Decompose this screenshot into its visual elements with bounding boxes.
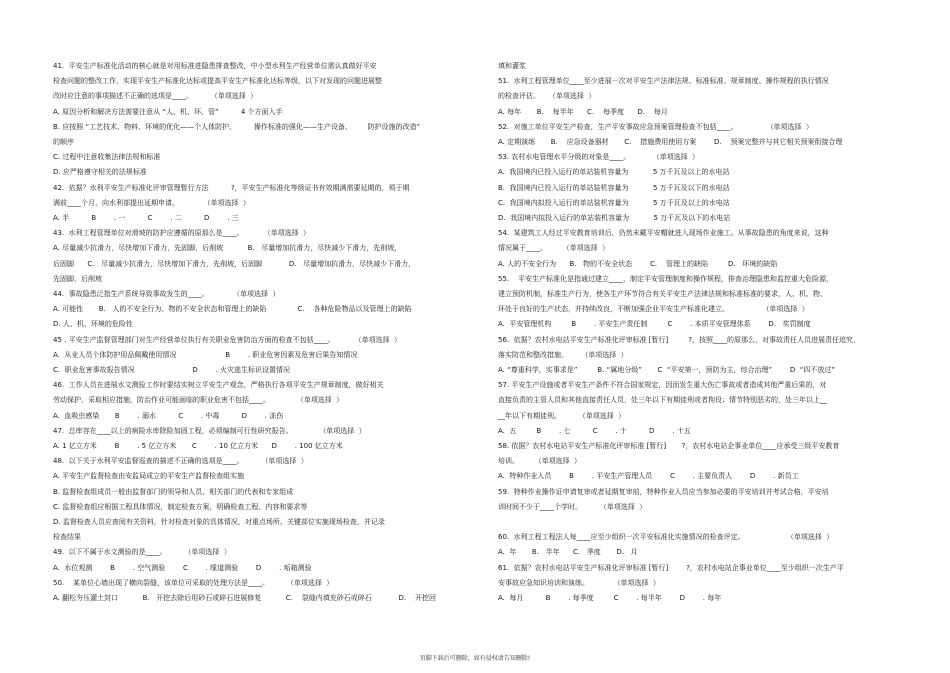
text-line: 情况属于____。 （单项选择 ） [498,244,610,253]
text-line: A. 年 B. 半年 C. 季度 D. 月 [498,548,638,557]
text-line: 59. 特种作业操作证申请复审或者延期复审前，特种作业人员应当参加必要的平安培训并考试合格，平安培 [498,487,829,496]
text-line: D. 应严格遵守相关的法规标准 [53,168,147,177]
text-line: A. 1 亿立方米 B . 5 亿立方米 C . 10 亿立方米 D . 100 亿立方米 [53,442,343,450]
text-line: A. 平安生产监督检查由安监局成立的平安生产监督检查组实施 [53,472,245,481]
text-line: A. 从业人员个体防护用品佩戴使用情况 B . 职业危害因素及危害后果告知情况 [53,350,358,359]
text-line: A. 原因分析和解决方法需要注意从 “人、机、环、管” 4 个方面入手 [53,107,283,116]
text-line: C. 过程中注意收集法律法规和标准 [53,153,161,162]
text-line: 填和灌浆 [498,62,526,70]
text-line: 落实防范和整改措施。 （单项选择 ） [498,350,628,359]
text-line: A. 尽量减少抗滑力，尽快增加下滑力，先固脚，后削坡 B. 尽量增加抗滑力，尽快减少下滑力，先削坡， [53,244,402,253]
text-line: 直接负责的主管人员和其他直接责任人员，处三年以下有期徒刑或者拘役；情节特别恶劣的，处三年以上__ [498,396,827,405]
text-line: A. 定期演练 B. 应急设备器材 C. 措施费用使用方案 D. 预案完整并与其它相关预案衔接合理 [498,138,843,146]
text-line: A. “尊重科学，实事求是” B. “属地分级” C “平安第一，预防为主，综合治理” D “四不放过” [498,366,835,374]
text-line: 检查结果 [53,533,81,542]
text-line: 51. 水利工程管理单位____至少进展一次对平安生产法律法规、标准标准、规章制度、操作规程的执行情况 [498,77,829,86]
text-line: 劳动保护，采取相应措施，防治作业可能面临的职业危害不包括____。 （单项选择 ） [53,396,344,405]
text-line: A. 可能性 B. 人的不安全行为、物的不安全状态和管理上的缺陷 C. 各种危险物品以及管理上的缺陷 [53,305,412,314]
text-line: __年以下有期徒刑。 （单项选择 ） [498,411,626,420]
text-line: B. 应按照 “工艺技术、物料、环境的优化——个人体防护、 操作标准的强化——生产设备、 防护设施的改造” [53,122,421,131]
text-line: A. 半 B . 一 C . 二 D . 三 [53,214,239,222]
text-line: 后固脚 C. 尽量减少抗滑力，尽快增加下滑力，先削坡，后固脚 D. 尽量增加抗滑力，尽快减少下滑力， [53,259,416,268]
text-line: C. 我国境内拟投入运行的单站装机容量为 5 万千瓦及以上的水电站 [498,198,730,207]
text-line: A. 五 B . 七 C . 十 D . 十五 [498,426,691,435]
text-line: B. 监督检查组成员一般由监督部门的领导和人员、相关部门的代表和专家组成 [53,487,294,496]
text-line: 的顺序 [53,138,74,146]
text-line: 环处于良好的生产状态，并持续改良，不断加强企业平安生产标准化建立。 （单项选择 ） [498,305,809,314]
text-line: A. 我国境内已投入运行的单站装机容量为 5 万千瓦及以上的水电站 [498,168,730,177]
text-line: A. 平安管理机构 B . 平安生产责任制 C . 本质平安管理体系 D. 奖罚制度 [498,320,811,329]
text-line: C. 职业危害事故报告情况 D . 火灾逃生标识设置情况 [53,366,291,374]
text-line: 50. 某单位心墙出现了横向裂缝，该单位可采取的处理方法是____。 （单项选择 ） [53,578,334,587]
text-line: D. 我国境内拟投入运行的单站装机容量为 5 万千瓦及以下的水电站 [498,214,731,222]
text-line: 60. 水利工程工程法人每____应至少组织一次平安标准化实施情况的检查评定。 （单项选择 ） [498,533,834,542]
text-line: 满前____个月，向水利部提出延期申请。 （单项选择 ） [53,198,250,207]
text-line: 53. 农村水电管理水平分级的对象是____。 （单项选择 ） [498,153,700,162]
text-line: 54. 某建筑工人经过平安教育培训后，仍然未戴平安帽就进入现场作业施工。从事故隐患的角度来说，这种 [498,229,829,238]
text-line: 建立预防机制，标准生产行为，使各生产环节符合有关平安生产法律法规和标准标准的要求，人、机、物、 [498,290,827,298]
text-line: A. 血吸虫感染 B . 溺水 C . 中毒 D . 冻伤 [53,411,284,420]
text-line: 的检查评估。 （单项选择 ） [498,92,596,101]
page-footer: 页脚下载后可删除，如有侵权请告知删除! [419,655,531,662]
text-line: 检查问题的整改工作，实现平安生产标准化达标或提高平安生产标准化达标等级，以下对发现的问题进展整 [53,77,382,86]
text-line: 55. 平安生产标准化是指通过建立____，制定平安管理制度和操作规程，排查治理隐患和监控重大危险源， [498,274,834,283]
text-line: 47. 总库容在____以上的病险水库除险加固工程，必须编制可行性研究报告。 （单项选择 ） [53,426,366,435]
text-line: A. 每年 B. 每半年 C. 每季度 D. 每月 [498,107,668,116]
text-line: 45 . 平安生产监督管理部门对生产经营单位执行有关职业危害防治方面的检查不包括____。 （单项选择 ） [53,335,402,344]
text-line: 先固脚，后削坡 [53,274,102,283]
text-line: 42. 依据？水利平安生产标准化评审管理暂行方法 ?，平安生产标准化等级证书有效期满需要延期的，须于期 [53,183,410,192]
text-line: 61. 依据？农村水电站平安生产标准化评审标准 [暂行] ?，农村水电站企事业单位____至少组织一次生产平 [498,563,844,572]
text-line: C. 监督检查组应根据工程具体情况，制定检查方案，明确检查工程、内容和要求等 [53,502,308,511]
text-line: A. 特种作业人员 B . 平安生产管理人员 C . 主要负责人 D . 新员工 [498,472,799,481]
text-line: 43. 水利工程管理单位对滑坡的防护应遵循的原那么是____。 （单项选择 ） [53,229,311,238]
text-line: A. 水位观测 B . 空气测验 C . 缆道测验 D . 垢箱测验 [53,563,312,572]
text-line: 培训。 （单项选择 ） [498,457,582,466]
text-line: 58. 依据？农村水电站平安生产标准化评审标准 [暂行] ?，农村水电站企事业单位____应承受三级平安教育 [498,442,840,450]
text-line: A. 人的不安全行为 B. 物的不安全状态 C. 管理上的缺陷 D. 环境的缺陷 [498,259,778,268]
text-line: 41. 平安生产标准化活动的核心就是对用标准进隐患排查整改，中小型水利生产经营单位需认真做好平安 [53,62,377,70]
right-column [498,0,898,640]
text-line: 44. 事故隐患泛指生产系统导致事故发生的____。 （单项选择 ） [53,290,280,298]
text-line: A. 翻松夯压灌土封口 B. 开挖去除后用砂石或碎石进展修复 C. 裂缝内填充砂石或碎石 D. 开挖回 [53,594,436,602]
text-line: 48. 以下关于水利平安监督巡查的描述不正确的选项是____。 （单项选择 ） [53,457,308,466]
text-line: 改时应注意的事项描述不正确的选项是____。 （单项选择 ） [53,92,258,101]
text-line: 52. 对施工单位平安生产检查，生产平安事故应急预案管理检查不包括____。 （单项选择 ） [498,122,813,131]
text-line: 训时间不少于____个学时。 （单项选择 ） [498,502,647,511]
text-line: 49. 以下不属于水文测验的是____。 （单项选择 ） [53,548,231,557]
text-line: 46. 工作人员在进展水文测验工作时要结实树立平安生产观念，严格执行各项平安生产规章制度，做好相关 [53,381,384,390]
text-line: A. 每月 B . 每季度 C . 每半年 D . 每年 [498,594,722,602]
text-line: B. 我国境内已投入运行的单站装机容量为 5 万千瓦及以下的水电站 [498,183,730,192]
text-line: 57. 平安生产设施或者平安生产条件不符合国家规定，因而发生重大伤亡事故或者造成其他严重后果的，对 [498,381,827,390]
text-line: 56. 依据？农村水电站平安生产标准化评审标准 [暂行] ?，按照____的原那么，对事故责任人员进展责任追究， [498,335,861,344]
text-line: D. 人、机、环境的危险性 [53,320,133,329]
text-line: 安事故应急知识培训和演练。 （单项选择 ） [498,578,660,587]
text-line: D. 监督检查人员应查阅有关资料，针对检查对象的具体情况，对重点场所、关键部位实施现场检查，并记录 [53,518,385,526]
left-column [53,0,493,640]
